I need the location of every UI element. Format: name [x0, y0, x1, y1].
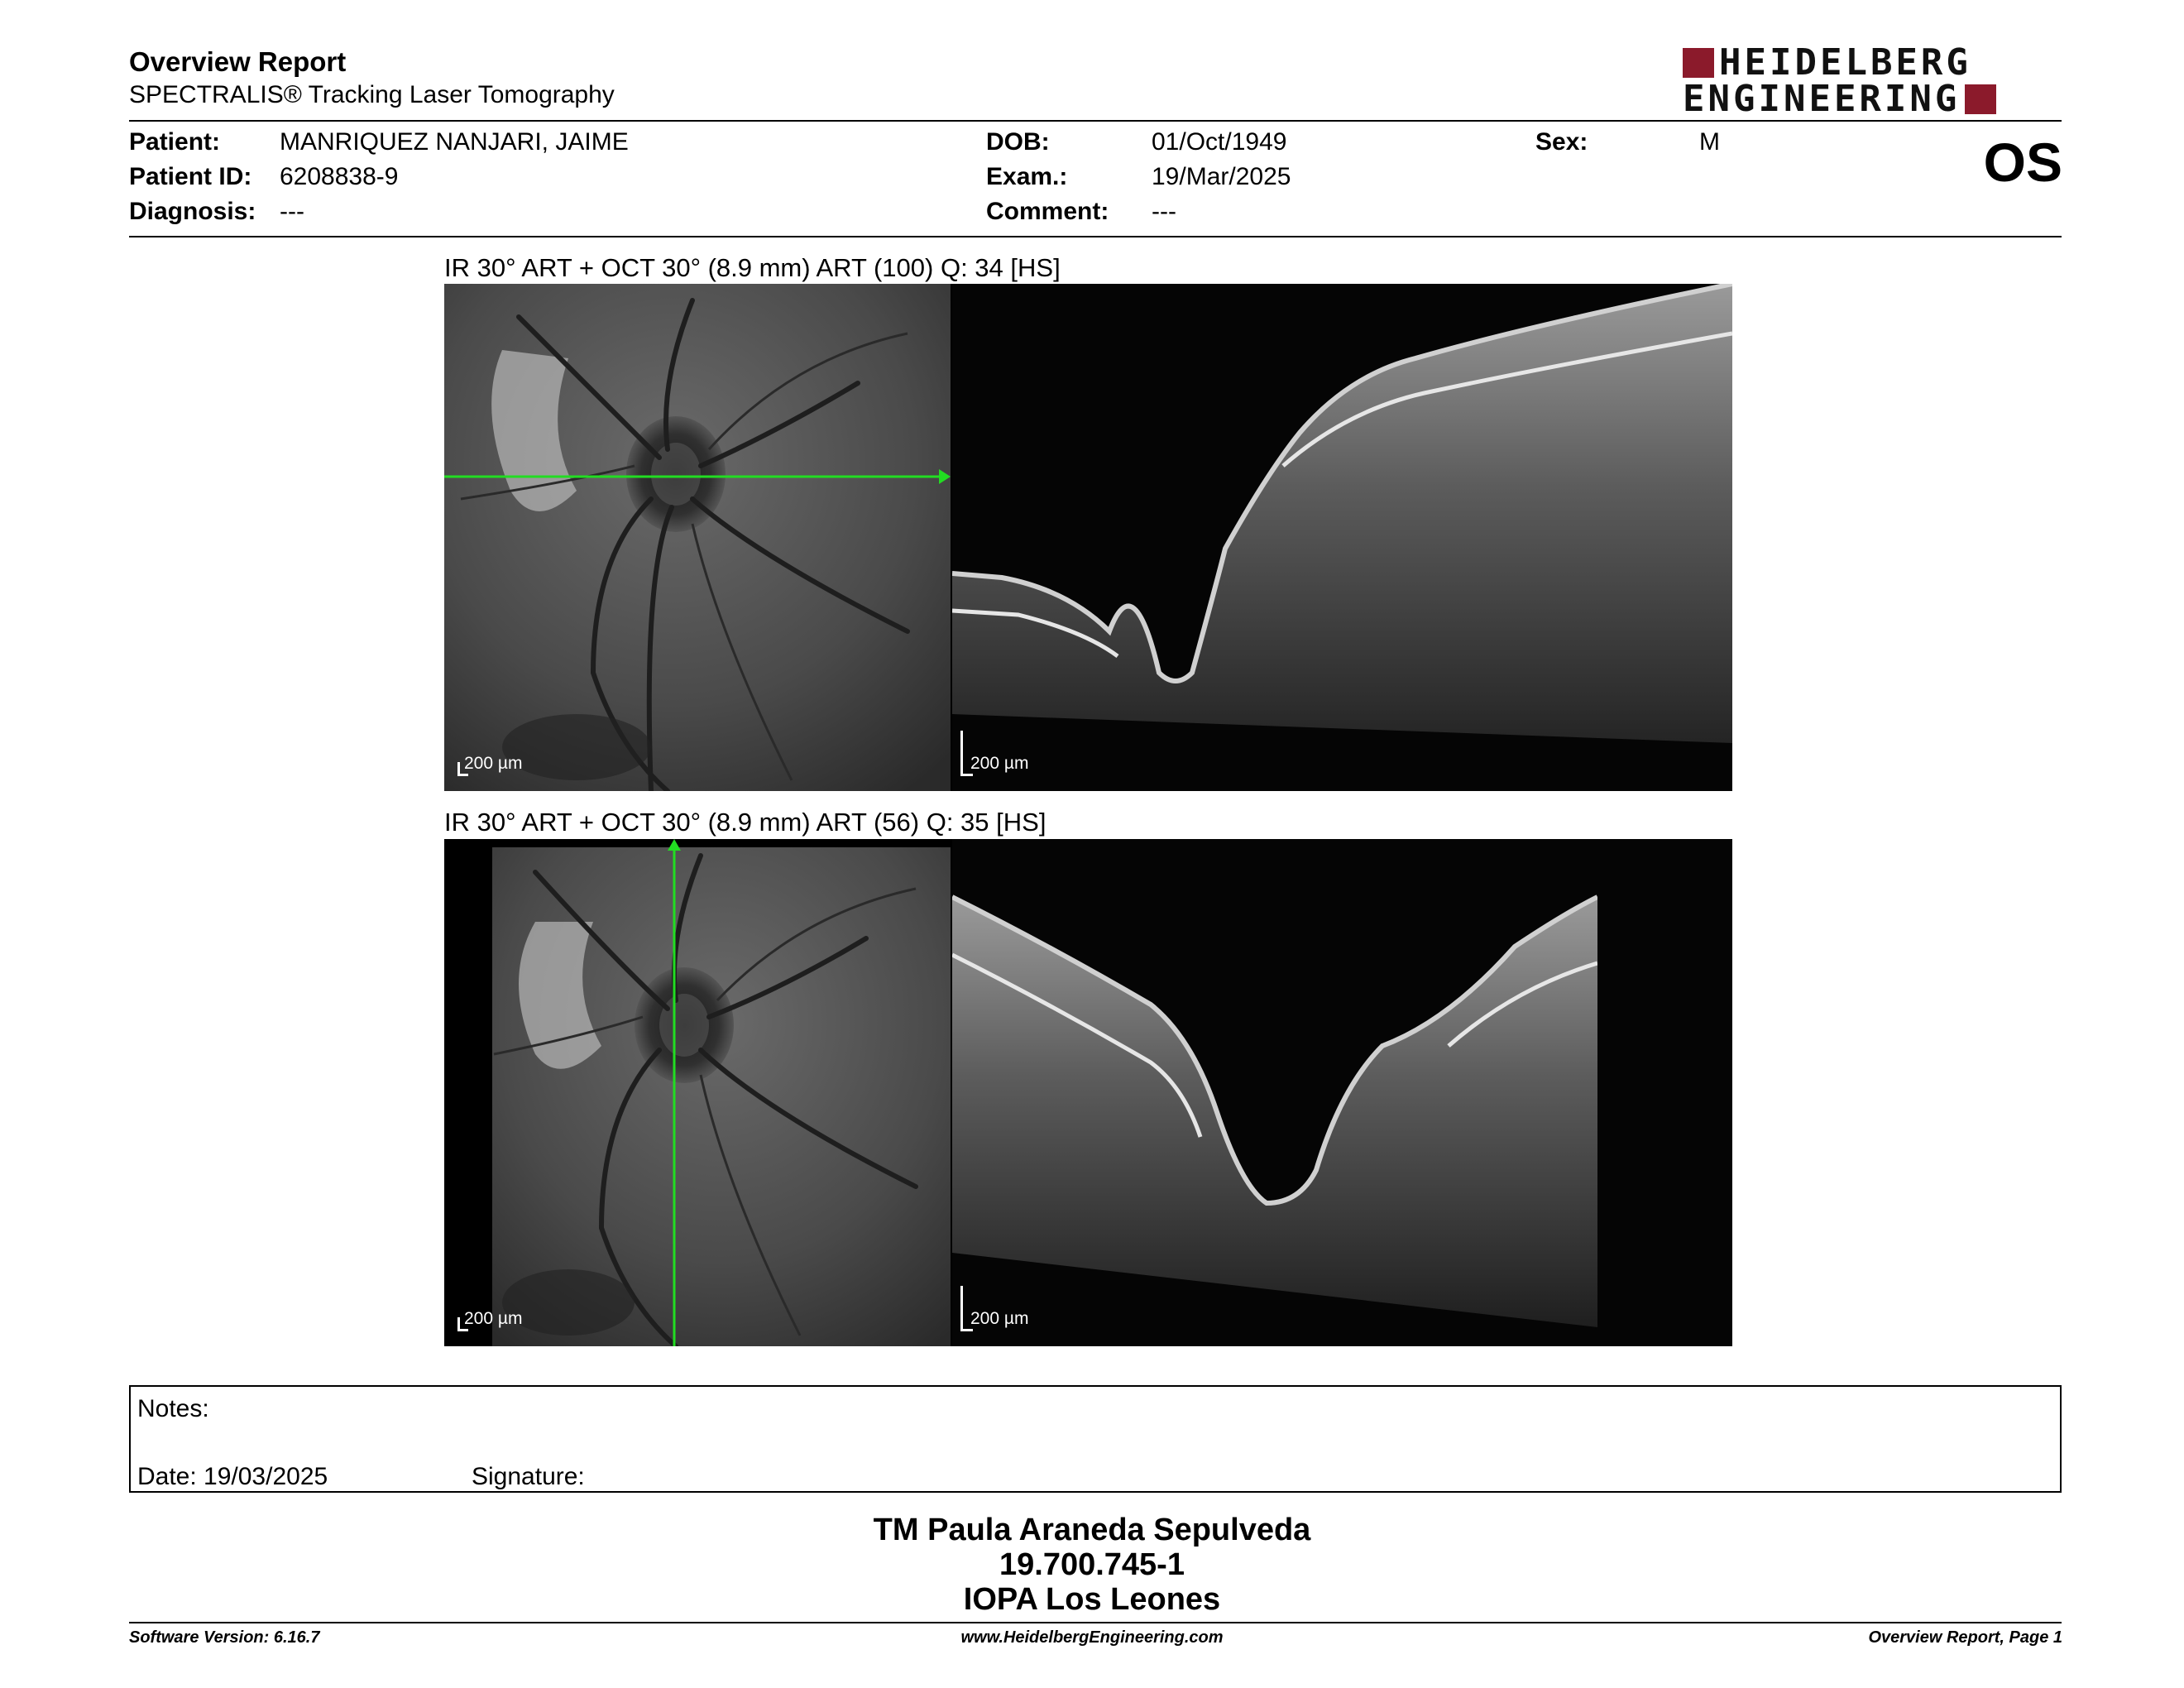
comment-value: ---	[1152, 198, 1176, 225]
dob-value: 01/Oct/1949	[1152, 128, 1287, 156]
website-link[interactable]: www.HeidelbergEngineering.com	[960, 1628, 1224, 1647]
patient-name: MANRIQUEZ NANJARI, JAIME	[280, 128, 629, 156]
notes-box	[129, 1385, 2062, 1493]
exam-label: Exam.:	[986, 163, 1068, 190]
scan-2-panel	[444, 839, 1732, 1346]
sex-value: M	[1699, 128, 1720, 156]
sex-label: Sex:	[1535, 128, 1588, 156]
eye-indicator: OS	[1983, 132, 2062, 193]
scan-1-panel	[444, 284, 1732, 791]
fundus-image-2	[444, 839, 951, 1346]
logo-line-1: HEIDELBERG	[1719, 41, 1971, 84]
scan-line-vertical	[444, 839, 951, 1346]
oct-scale-1: 200 µm	[970, 754, 1029, 773]
oct-bscan-1	[952, 284, 1732, 791]
scan-2-title: IR 30° ART + OCT 30° (8.9 mm) ART (56) Q: 35 [HS]	[444, 808, 1046, 837]
patient-label: Patient:	[129, 128, 221, 156]
notes-date: Date: 19/03/2025	[137, 1463, 328, 1490]
report-subtitle: SPECTRALIS® Tracking Laser Tomography	[129, 81, 615, 108]
dob-label: DOB:	[986, 128, 1050, 156]
stamp-org: IOPA Los Leones	[963, 1582, 1221, 1617]
software-version: Software Version: 6.16.7	[129, 1628, 320, 1647]
page-number: Overview Report, Page 1	[1868, 1628, 2062, 1647]
signature-label: Signature:	[472, 1463, 585, 1490]
patient-id: 6208838-9	[280, 163, 399, 190]
notes-label: Notes:	[137, 1395, 209, 1422]
fundus-scale-2: 200 µm	[464, 1309, 523, 1328]
scan-line-horizontal	[444, 284, 951, 791]
oct-bscan-2	[952, 839, 1732, 1346]
logo-square-icon	[1965, 84, 1996, 114]
diagnosis-value: ---	[280, 198, 304, 225]
fundus-scale-1: 200 µm	[464, 754, 523, 773]
diagnosis-label: Diagnosis:	[129, 198, 256, 225]
header-divider	[129, 120, 2062, 122]
patient-id-label: Patient ID:	[129, 163, 252, 190]
scan-1-title: IR 30° ART + OCT 30° (8.9 mm) ART (100) Q: 34 [HS]	[444, 253, 1061, 282]
patient-divider	[129, 236, 2062, 237]
heidelberg-logo	[1683, 41, 2063, 120]
oct-scale-2: 200 µm	[970, 1309, 1029, 1328]
fundus-image-1	[444, 284, 951, 791]
logo-line-2: ENGINEERING	[1683, 78, 1961, 120]
stamp-id: 19.700.745-1	[999, 1547, 1185, 1582]
stamp-name: TM Paula Araneda Sepulveda	[873, 1513, 1311, 1547]
logo-square-icon	[1683, 48, 1714, 78]
comment-label: Comment:	[986, 198, 1109, 225]
exam-value: 19/Mar/2025	[1152, 163, 1291, 190]
footer-divider	[129, 1622, 2062, 1623]
report-title: Overview Report	[129, 46, 347, 77]
